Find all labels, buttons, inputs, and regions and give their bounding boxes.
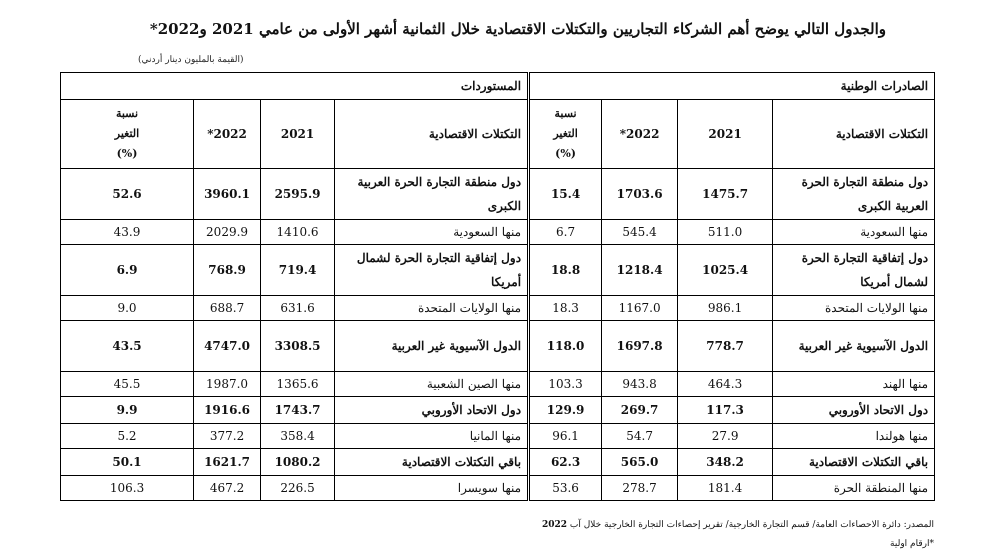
exports-2022-header: 2022*: [602, 100, 678, 169]
exports-2021-header: 2021: [678, 100, 773, 169]
export-change-value: 18.3: [529, 296, 602, 321]
export-2021-value: 778.7: [678, 321, 773, 372]
export-change-value: 103.3: [529, 372, 602, 397]
imports-change-line1: نسبة: [115, 107, 139, 120]
page-title: والجدول التالي يوضح أهم الشركاء التجاريين والتكتلات الاقتصادية خلال الثمانية أشهر الأولى من عامي 2021 و2022*: [149, 20, 886, 38]
import-2022-value: 1916.6: [194, 397, 261, 424]
import-bloc-name: دول إتفاقية التجارة الحرة لشمال أمريكا: [335, 245, 529, 296]
export-change-value: 118.0: [529, 321, 602, 372]
import-change-value: 45.5: [61, 372, 194, 397]
import-2022-value: 2029.9: [194, 220, 261, 245]
export-2022-value: 1218.4: [602, 245, 678, 296]
import-bloc-name: باقي التكتلات الاقتصادية: [335, 449, 529, 476]
import-bloc-name: منها السعودية: [335, 220, 529, 245]
import-change-value: 50.1: [61, 449, 194, 476]
import-2021-value: 226.5: [261, 476, 335, 501]
table-row: [61, 169, 935, 220]
export-2021-value: 181.4: [678, 476, 773, 501]
exports-change-header: [529, 100, 602, 169]
import-bloc-name: منها الصين الشعبية: [335, 372, 529, 397]
imports-change-line3: (%): [116, 147, 138, 160]
exports-change-line3: (%): [555, 147, 576, 160]
export-bloc-name: باقي التكتلات الاقتصادية: [773, 449, 935, 476]
export-2021-value: 348.2: [678, 449, 773, 476]
export-change-value: 18.8: [529, 245, 602, 296]
import-2021-value: 1365.6: [261, 372, 335, 397]
import-change-value: 52.6: [61, 169, 194, 220]
export-bloc-name: منها الهند: [773, 372, 935, 397]
footnote: *ارقام اولية: [890, 539, 934, 549]
import-2021-value: 631.6: [261, 296, 335, 321]
import-change-value: 5.2: [61, 424, 194, 449]
export-bloc-name: الدول الآسيوية غير العربية: [773, 321, 935, 372]
export-change-value: 53.6: [529, 476, 602, 501]
imports-2021-header: 2021: [261, 100, 335, 169]
import-bloc-name: الدول الآسيوية غير العربية: [335, 321, 529, 372]
import-change-value: 9.0: [61, 296, 194, 321]
export-bloc-name: دول الاتحاد الأوروبي: [773, 397, 935, 424]
table-row: [61, 397, 935, 424]
export-2022-value: 1703.6: [602, 169, 678, 220]
imports-2022-header: 2022*: [194, 100, 261, 169]
table-row: [61, 476, 935, 501]
imports-change-line2: التغير: [114, 127, 140, 140]
import-bloc-name: منها الولايات المتحدة: [335, 296, 529, 321]
table-row: [61, 372, 935, 397]
import-2021-value: 358.4: [261, 424, 335, 449]
import-change-value: 106.3: [61, 476, 194, 501]
trade-table: [60, 72, 935, 501]
import-change-value: 43.9: [61, 220, 194, 245]
export-2021-value: 27.9: [678, 424, 773, 449]
import-2021-value: 1410.6: [261, 220, 335, 245]
import-2021-value: 1080.2: [261, 449, 335, 476]
table-row: [61, 220, 935, 245]
import-bloc-name: دول منطقة التجارة الحرة العربية الكبرى: [335, 169, 529, 220]
source-year: 2022: [541, 520, 568, 530]
unit-note: (القيمة بالمليون دينار أردني): [138, 55, 244, 65]
table-row: [61, 296, 935, 321]
source-note: [74, 520, 934, 530]
import-2022-value: 768.9: [194, 245, 261, 296]
export-2022-value: 269.7: [602, 397, 678, 424]
import-2022-value: 4747.0: [194, 321, 261, 372]
imports-change-header: [61, 100, 194, 169]
import-2022-value: 688.7: [194, 296, 261, 321]
import-2022-value: 1621.7: [194, 449, 261, 476]
table-row: [61, 424, 935, 449]
export-2022-value: 54.7: [602, 424, 678, 449]
source-text: المصدر: دائرة الاحصاءات العامة/ قسم التجارة الخارجية/ تقرير إحصاءات التجارة الخارجية خلال آب: [569, 520, 934, 530]
import-bloc-name: منها سويسرا: [335, 476, 529, 501]
exports-bloc-header: التكتلات الاقتصادية: [773, 100, 935, 169]
export-2021-value: 464.3: [678, 372, 773, 397]
table-row: [61, 321, 935, 372]
export-2021-value: 511.0: [678, 220, 773, 245]
import-2022-value: 377.2: [194, 424, 261, 449]
export-bloc-name: منها المنطقة الحرة: [773, 476, 935, 501]
export-bloc-name: دول إتفاقية التجارة الحرة لشمال أمريكا: [773, 245, 935, 296]
exports-change-line2: التغير: [553, 127, 578, 140]
export-change-value: 62.3: [529, 449, 602, 476]
export-2021-value: 1025.4: [678, 245, 773, 296]
import-2021-value: 1743.7: [261, 397, 335, 424]
export-2021-value: 117.3: [678, 397, 773, 424]
exports-change-line1: نسبة: [554, 107, 577, 120]
export-bloc-name: منها هولندا: [773, 424, 935, 449]
import-2021-value: 2595.9: [261, 169, 335, 220]
export-2022-value: 943.8: [602, 372, 678, 397]
exports-group-header: الصادرات الوطنية: [529, 73, 935, 100]
export-change-value: 6.7: [529, 220, 602, 245]
table-row: [61, 449, 935, 476]
export-change-value: 96.1: [529, 424, 602, 449]
export-bloc-name: دول منطقة التجارة الحرة العربية الكبرى: [773, 169, 935, 220]
export-2021-value: 1475.7: [678, 169, 773, 220]
export-bloc-name: منها الولايات المتحدة: [773, 296, 935, 321]
imports-bloc-header: التكتلات الاقتصادية: [335, 100, 529, 169]
export-2021-value: 986.1: [678, 296, 773, 321]
import-bloc-name: منها المانيا: [335, 424, 529, 449]
import-change-value: 9.9: [61, 397, 194, 424]
export-change-value: 15.4: [529, 169, 602, 220]
import-change-value: 6.9: [61, 245, 194, 296]
export-2022-value: 1167.0: [602, 296, 678, 321]
table-row: [61, 245, 935, 296]
import-bloc-name: دول الاتحاد الأوروبي: [335, 397, 529, 424]
export-2022-value: 1697.8: [602, 321, 678, 372]
import-2022-value: 3960.1: [194, 169, 261, 220]
export-change-value: 129.9: [529, 397, 602, 424]
imports-group-header: المستوردات: [61, 73, 529, 100]
export-bloc-name: منها السعودية: [773, 220, 935, 245]
import-2021-value: 719.4: [261, 245, 335, 296]
export-2022-value: 565.0: [602, 449, 678, 476]
export-2022-value: 278.7: [602, 476, 678, 501]
import-2021-value: 3308.5: [261, 321, 335, 372]
import-2022-value: 1987.0: [194, 372, 261, 397]
import-change-value: 43.5: [61, 321, 194, 372]
export-2022-value: 545.4: [602, 220, 678, 245]
import-2022-value: 467.2: [194, 476, 261, 501]
